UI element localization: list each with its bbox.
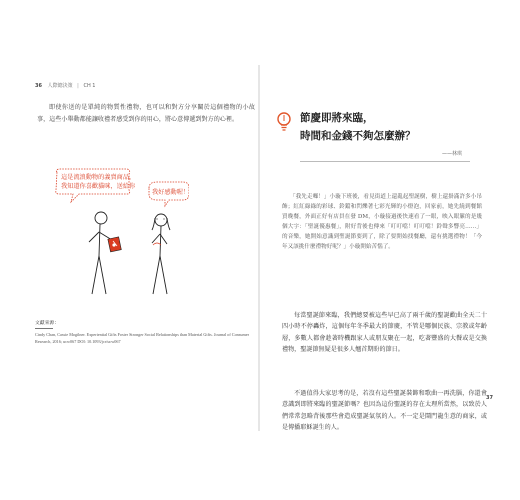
bubble-right-text: 我好感動喔！ (152, 189, 189, 196)
running-head-title: 人際總決策 (47, 83, 73, 89)
receiver-figure (152, 214, 170, 294)
page-number-right: 37 (486, 395, 493, 401)
gift-box-icon (108, 237, 121, 252)
reference-title: 文獻來源： (35, 321, 59, 326)
body-paragraph: 即使你送的是單純的物質性禮物，也可以和對方分享關於這個禮物的小故事，這些小舉動都能讓收禮者感受到你的用心，將心意傳遞到對方的心裡。 (37, 104, 255, 123)
section-author: ——林琪 (441, 151, 462, 157)
section-title-line2: 時間和金錢不夠怎麼辦？ (300, 130, 416, 142)
reference-citation: Cindy Chan, Cassie Mogilner. Experiential Gifts Foster Stronger Social Relationships than Material Gifts. Journal of Consumer Research, 2016; ucw067 DOI: 10.1093/jcr/ucw067 (35, 332, 249, 344)
reference-note (35, 320, 260, 345)
story-quote: 「我先走囉！」小璇下班後，看見街道上還亂起聖誕樹，樹上還掛滿許多小吊飾；紅紅綠綠的彩球、鈴鐺和閃爍著七彩光輝的小燈泡，回家前，她先繞到餐館買晚餐，外面正好有店員在發 DM，小璇接過後快速看了一眼，映入眼簾的是幾個大字：「聖誕優惠餐」，附好背後也傳來「叮叮噹！叮叮噹！鈴聲多響亮……」的音樂，她開始意識到聖誕節要到了，除了要開始找餐廳，還有挑選禮物！「今年又該挑什麼禮物好呢？」小璇開始苦惱了。 (282, 194, 482, 250)
title-divider (300, 161, 470, 162)
page-number-left: 36 (35, 83, 42, 89)
bubble-left-line2: 我知道你喜歡貓咪，送給你 (61, 183, 136, 190)
body-paragraph-2: 不過值得大家思考的是，若沒有這些聖誕裝飾和歌曲一再洗腦，你還會意識到即將來臨的聖誕節嗎？也因為這份聖誕的存在太理所當然，以致於人們常常忽略背後那些會造成聖誕氣氛的人。不一定是鬧門龍生意的商家，或是傳播耶穌誕生的人。 (282, 390, 487, 431)
book-spine (258, 65, 260, 431)
bubble-left-line1: 這是流浪動物的義賣商品， (61, 174, 136, 181)
body-paragraph-1: 每當聖誕節來臨，我們總要被這些早已高了兩千歲的聖誕歡曲全天二十四小時不停轟炸，這個每年冬季最大的節慶，不管是哪個民族、宗教或年齡層，多數人都會趁著時機跟家人或朋友聚在一起，吃著豐盛的大餐或是交換禮物，聖誕節無疑是很多人翹首期盼的節日。 (282, 312, 487, 353)
receiver-heart-hands (153, 243, 161, 245)
giver-figure (89, 212, 112, 294)
running-head-chapter: CH 1 (83, 83, 96, 89)
right-page (282, 68, 493, 431)
section-title-line1: 節慶即將來臨， (300, 112, 374, 124)
gift-illustration (49, 168, 189, 298)
running-head-separator: | (77, 83, 79, 89)
left-page (35, 68, 255, 428)
running-head (35, 82, 95, 89)
reference-rule (35, 328, 53, 329)
section-title-block (274, 104, 470, 174)
lightbulb-icon (274, 110, 294, 132)
